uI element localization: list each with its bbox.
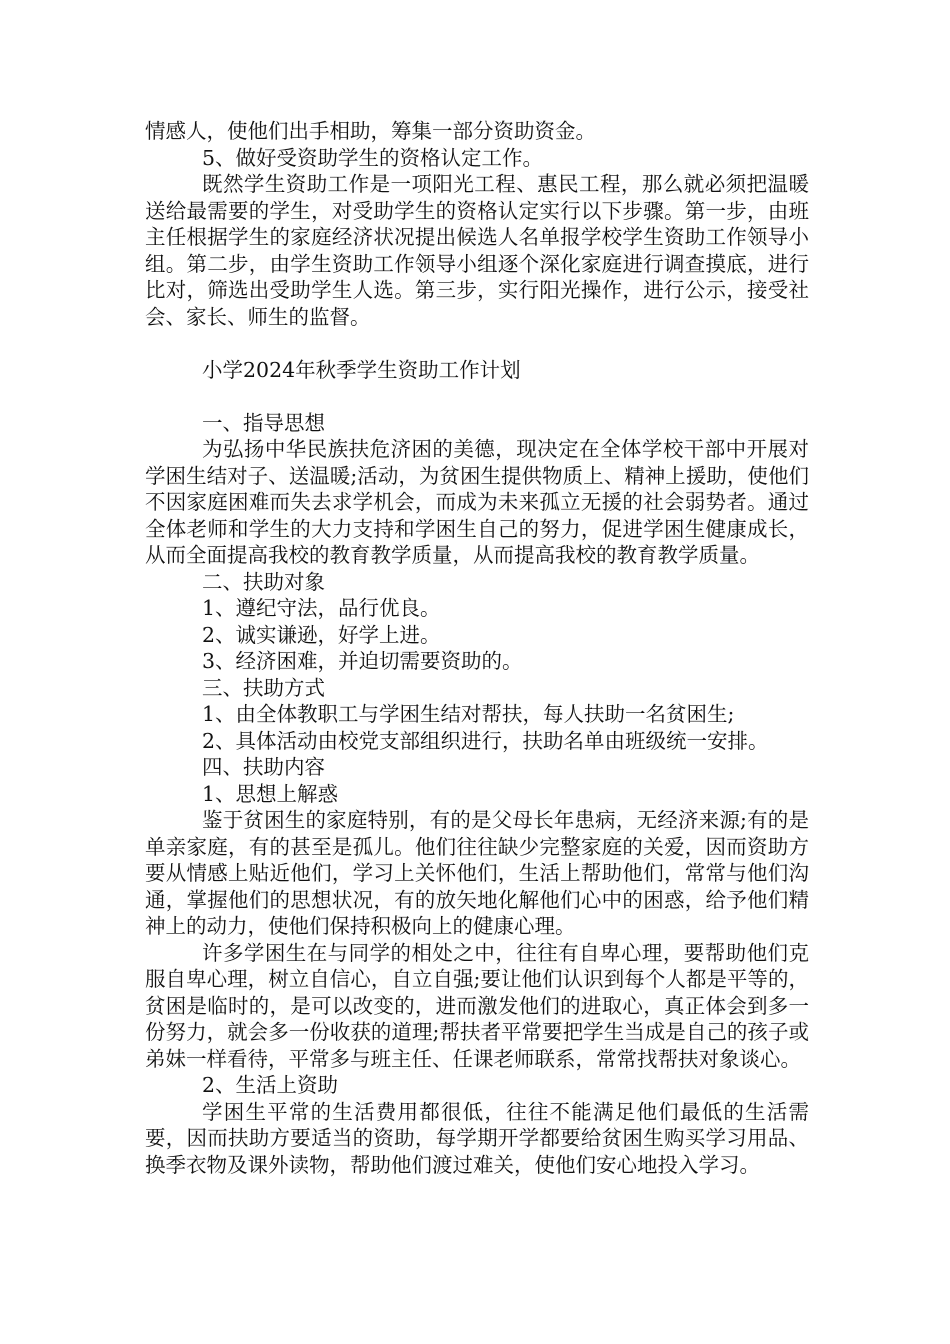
document-title: 小学2024年秋季学生资助工作计划 <box>202 357 521 382</box>
list-item: 1、遵纪守法，品行优良。 <box>202 596 441 620</box>
paragraph-ideological: 鉴于贫困生的家庭特别，有的是父母长年患病，无经济来源;有的是单亲家庭，有的甚至是孤儿。他们往往缺少完整家庭的关爱，因而资助方要从情感上贴近他们，学习上关怀他们，生活上帮助他们，常常与他们沟通，掌握他们的思想状况，有的放矢地化解他们心中的困惑，给予他们精神上的动力，使他们保持积极向上的健康心理。 <box>145 808 809 938</box>
list-item-5: 5、做好受资助学生的资格认定工作。 <box>202 145 544 170</box>
list-item: 1、由全体教职工与学困生结对帮扶，每人扶助一名贫困生; <box>202 702 735 726</box>
subsection-heading-1: 1、思想上解惑 <box>202 781 339 806</box>
document-page <box>145 118 809 1178</box>
paragraph-eligibility: 既然学生资助工作是一项阳光工程、惠民工程，那么就必须把温暖送给最需要的学生，对受助学生的资格认定实行以下步骤。第一步，由班主任根据学生的家庭经济状况提出候选人名单报学校学生资助工作领导小组。第二步，由学生资助工作领导小组逐个深化家庭进行调查摸底，进行比对，筛选出受助学生人选。第三步，实行阳光操作，进行公示，接受社会、家长、师生的监督。 <box>145 172 809 329</box>
list-item: 2、诚实谦逊，好学上进。 <box>202 622 441 647</box>
paragraph-self-confidence: 许多学困生在与同学的相处之中，往往有自卑心理，要帮助他们克服自卑心理，树立自信心，自立自强;要让他们认识到每个人都是平等的，贫困是临时的，是可以改变的，进而激发他们的进取心，真正体会到多一份努力，就会多一份收获的道理;帮扶者平常要把学生当成是自己的孩子或弟妹一样看待，平常多与班主任、任课老师联系，常常找帮扶对象谈心。 <box>145 940 809 1071</box>
list-item: 3、经济困难，并迫切需要资助的。 <box>202 649 523 673</box>
paragraph-continuation: 情感人，使他们出手相助，筹集一部分资助资金。 <box>145 119 596 143</box>
paragraph-living-support: 学困生平常的生活费用都很低，往往不能满足他们最低的生活需要，因而扶助方要适当的资助，每学期开学都要给贫困生购买学习用品、换季衣物及课外读物，帮助他们渡过难关，使他们安心地投入学习。 <box>145 1099 809 1177</box>
subsection-heading-2: 2、生活上资助 <box>202 1073 339 1097</box>
section-heading-1: 一、指导思想 <box>202 410 325 435</box>
section-heading-2: 二、扶助对象 <box>202 569 325 594</box>
paragraph-guiding-thought: 为弘扬中华民族扶危济困的美德，现决定在全体学校干部中开展对学困生结对子、送温暖;活动，为贫困生提供物质上、精神上援助，使他们不因家庭困难而失去求学机会，而成为未来孤立无援的社会弱势者。通过全体老师和学生的大力支持和学困生自己的努力，促进学困生健康成长，从而全面提高我校的教育教学质量，从而提高我校的教育教学质量。 <box>145 437 809 567</box>
section-heading-3: 三、扶助方式 <box>202 675 325 700</box>
list-item: 2、具体活动由校党支部组织进行，扶助名单由班级统一安排。 <box>202 728 769 753</box>
section-heading-4: 四、扶助内容 <box>202 755 325 779</box>
